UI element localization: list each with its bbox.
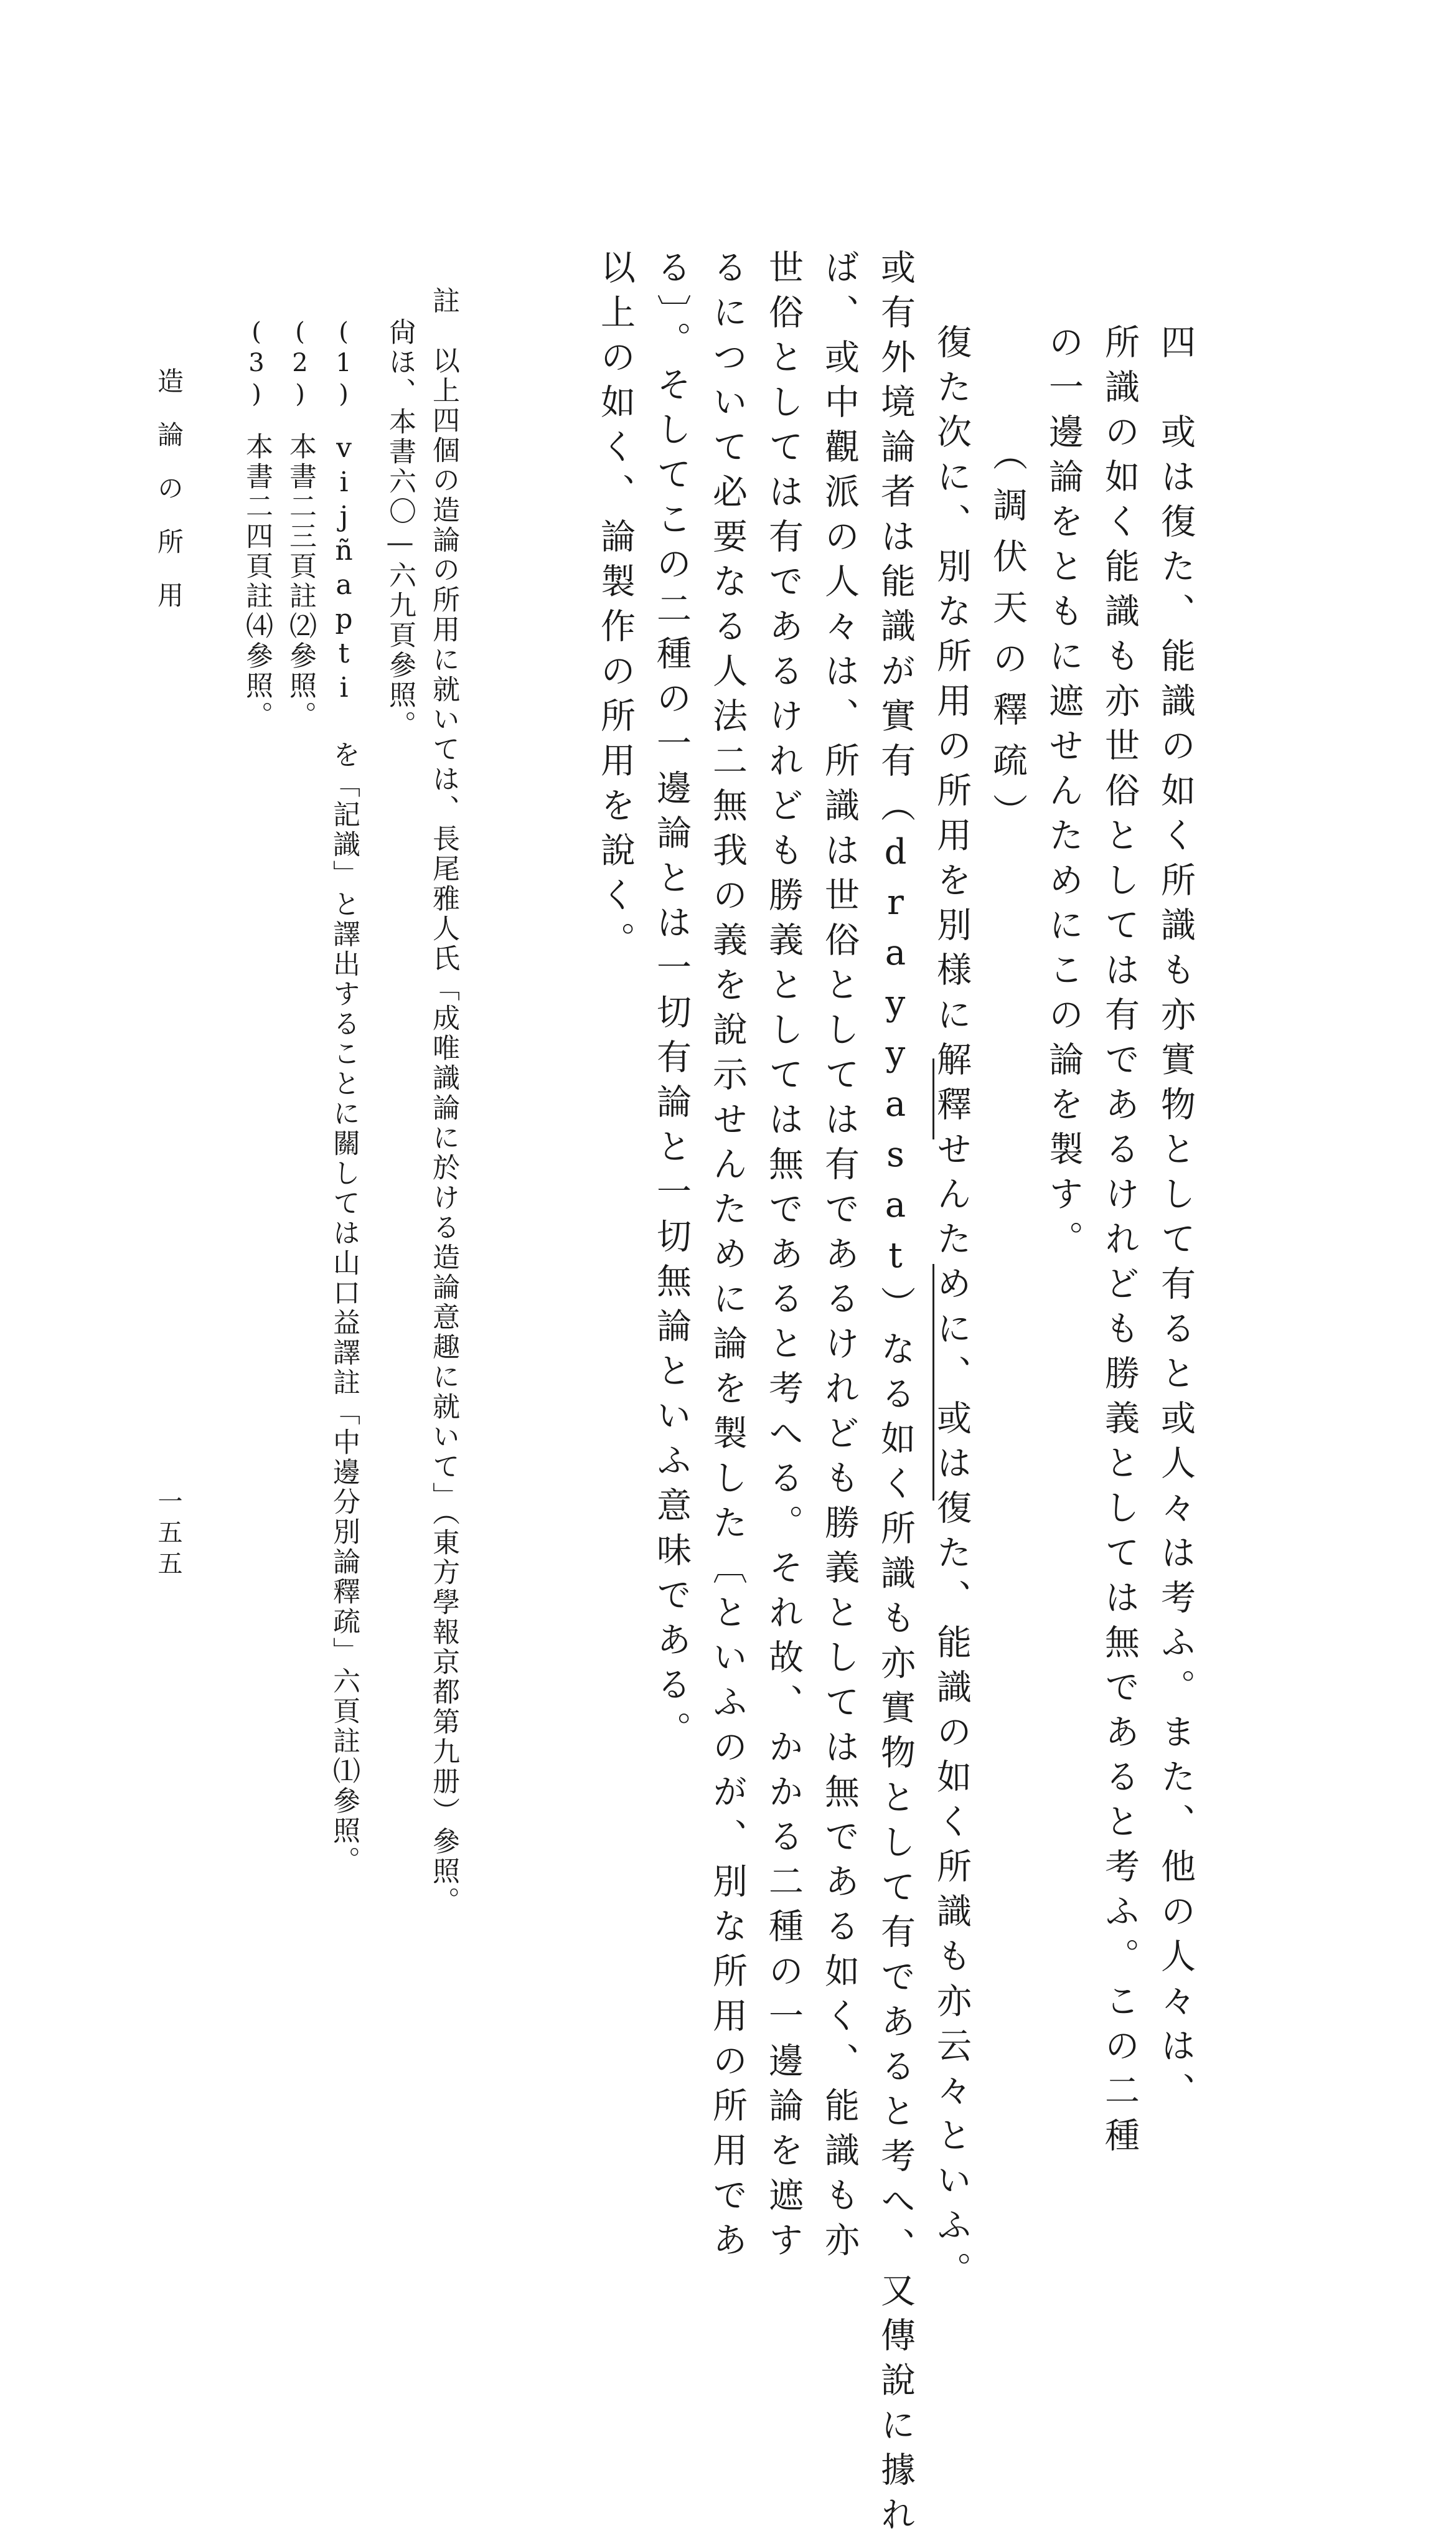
section-heading: （調伏天の釋疏） [987, 436, 1028, 844]
main-text-column-6: 或有外境論者は能識が實有（drayyasat）なる如く所識も亦實物として有であると考へ、又傳說に據れ [875, 249, 916, 2541]
page-number: 一五五 [154, 1488, 182, 1582]
note-1-number: (1) [329, 318, 358, 411]
quote-marker-1 [932, 1058, 934, 1139]
note-continuation: 尙ほ、本書六〇—六九頁參照。 [384, 318, 416, 740]
note-3-number: (3) [242, 318, 271, 411]
main-text-column-11: 以上の如く、論製作の所用を說く。 [595, 249, 636, 966]
note-1-text: vijñapti を「記識」と譯出することに關しては山口益譯註「中邊分別論釋疏」六頁註⑴參照。 [328, 432, 360, 1876]
note-3-text: 本書二四頁註⑷參照。 [241, 432, 273, 731]
main-text-column-7: ば、或中觀派の人々は、所識は世俗としては有であるけれども勝義としては無である如く、能識も亦 [819, 249, 860, 2266]
main-text-column-2: 所識の如く能識も亦世俗としては有であるけれども勝義としては無であると考ふ。この二種 [1099, 324, 1140, 2162]
note-main: 註 以上四個の造論の所用に就いては、長尾雅人氏「成唯識論に於ける造論意趣に就いて」（東方學報京都第九册）參照。 [428, 286, 459, 1916]
main-text-column-5: 復た次に、別な所用の所用を別様に解釋せんために、或は復た、能識の如く所識も亦云々といふ。 [931, 324, 972, 2296]
note-3 [241, 318, 273, 731]
main-text-column-1: 四 或は復た、能識の如く所識も亦實物として有ると或人々は考ふ。また、他の人々は、 [1155, 324, 1196, 2117]
quote-marker-2 [932, 1264, 934, 1501]
note-1 [328, 318, 360, 1876]
note-2-text: 本書二三頁註⑵參照。 [284, 432, 316, 731]
main-text-column-10: る〕。そしてこの二種の一邊論とは一切有論と一切無論といふ意味である。 [651, 249, 692, 1756]
note-2 [286, 318, 314, 731]
chapter-title: 造論の所用 [154, 367, 184, 635]
main-text-column-3: の一邊論をともに遮せんためにこの論を製す。 [1043, 324, 1084, 1265]
note-2-number: (2) [286, 318, 314, 411]
main-text-column-9: るについて必要なる人法二無我の義を說示せんために論を製した〔といふのが、別な所用の所用であ [707, 249, 748, 2266]
main-text-column-8: 世俗としては有であるけれども勝義としては無であると考へる。それ故、かかる二種の一邊論を遮す [763, 249, 804, 2266]
